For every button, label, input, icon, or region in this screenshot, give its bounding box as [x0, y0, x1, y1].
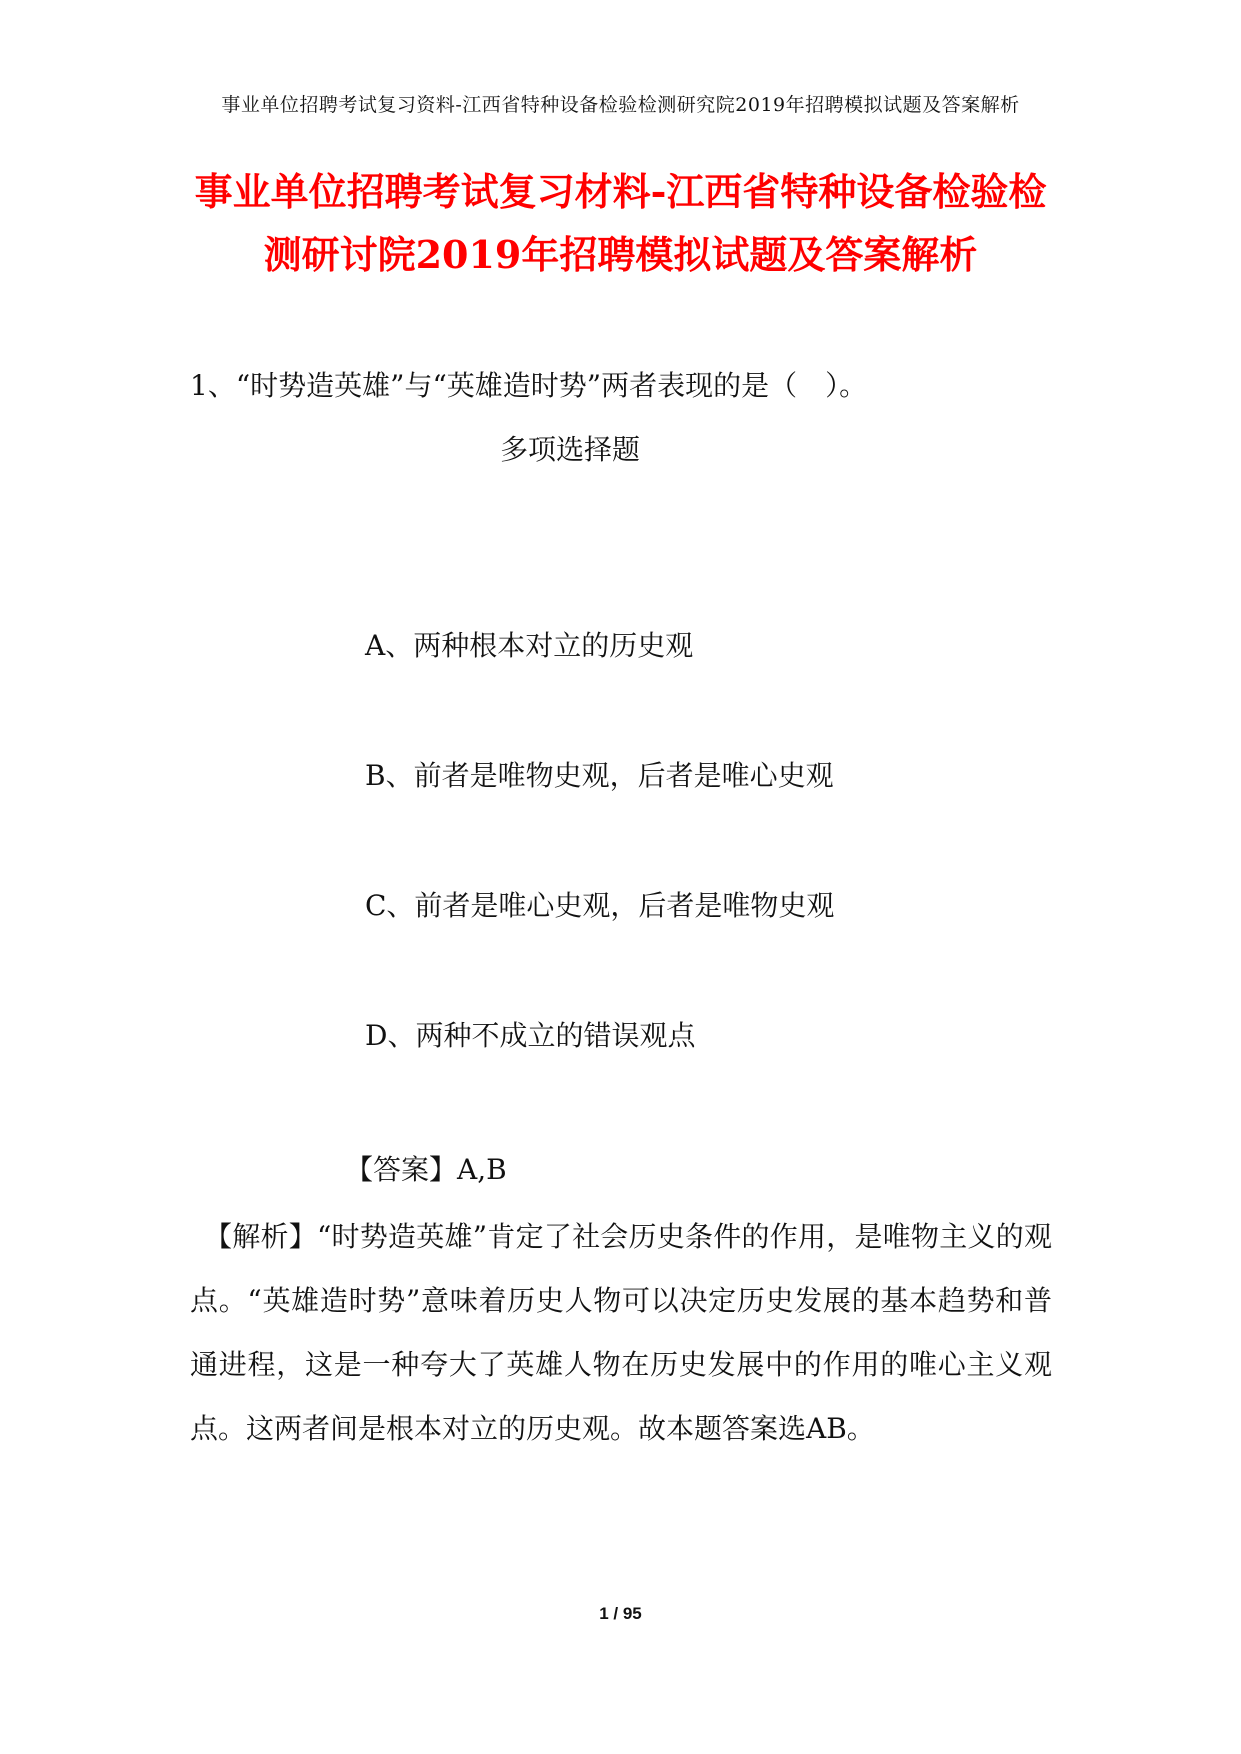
analysis-paragraph: 【解析】“时势造英雄”肯定了社会历史条件的作用，是唯物主义的观点。“英雄造时势”意味着历史人物可以决定历史发展的基本趋势和普通进程，这是一种夸大了英雄人物在历史发展中的作用的唯心主义观点。这两者间是根本对立的历史观。故本题答案选AB。 — [190, 1220, 1052, 1445]
running-header: 事业单位招聘考试复习资料-江西省特种设备检验检测研究院2019年招聘模拟试题及答案解析 — [221, 94, 1020, 116]
option-a: A、两种根本对立的历史观 — [365, 629, 694, 662]
answer: 【答案】A,B — [345, 1153, 507, 1186]
document-title-line-1: 事业单位招聘考试复习材料-江西省特种设备检验检 — [194, 169, 1047, 214]
option-d: D、两种不成立的错误观点 — [365, 1019, 696, 1052]
question-stem: 1、“时势造英雄”与“英雄造时势”两者表现的是（ ）。 — [190, 369, 868, 402]
option-b: B、前者是唯物史观，后者是唯心史观 — [365, 759, 834, 792]
option-c: C、前者是唯心史观，后者是唯物史观 — [365, 889, 835, 922]
document-title — [130, 160, 1111, 286]
question-type: 多项选择题 — [500, 433, 641, 466]
page-number: 1 / 95 — [599, 1604, 642, 1623]
document-title-line-2: 测研讨院2019年招聘模拟试题及答案解析 — [263, 232, 978, 277]
